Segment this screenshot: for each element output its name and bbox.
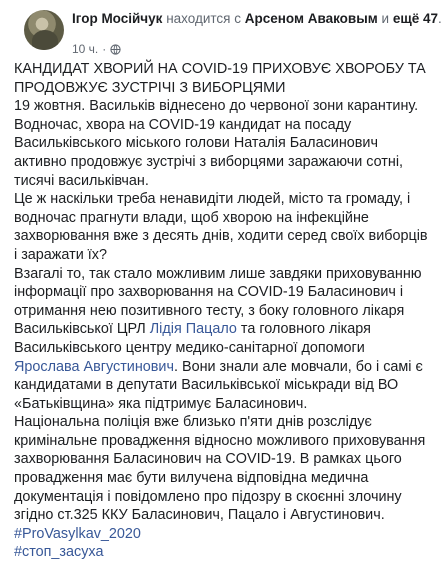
- hashtag-provasylkav[interactable]: #ProVasylkav_2020: [14, 525, 141, 542]
- post-body: [14, 60, 434, 562]
- paragraph-3: Це ж наскільки треба ненавидіти людей, місто та громаду, і водночас прагнути влади, щоб хворою на інфекційне захворювання вже з десять днів, ходити серед своїх виборців і заражати їх?: [14, 191, 428, 263]
- tagged-person[interactable]: Арсеном Аваковым: [244, 11, 378, 26]
- post-author-line: Ігор Мосійчук находится с Арсеном Аваковым и ещё 47.: [72, 11, 442, 26]
- post-header: [14, 0, 442, 60]
- paragraph-4-part-c: . Вони знали але мовчали, бо і самі є кандидатами в депутати Васильківської міськради від ВО «Батьківщина» яка підтримує Баласинович.: [14, 358, 423, 412]
- mention-yaroslava-avhustynovych[interactable]: Ярослава Августинович: [14, 358, 174, 375]
- post-title: КАНДИДАТ ХВОРИЙ НА COVID-19 ПРИХОВУЄ ХВОРОБУ ТА ПРОДОВЖУЄ ЗУСТРІЧІ З ВИБОРЦЯМИ: [14, 61, 426, 96]
- mention-lidiia-patsalo[interactable]: Лідія Пацало: [149, 321, 237, 338]
- and-more-link[interactable]: ещё 47: [392, 11, 439, 26]
- public-globe-icon: [110, 44, 121, 55]
- paragraph-2: Водночас, хвора на COVID-19 кандидат на посаду Васильківського міського голови Наталія Баласинович активно продовжує зустрічі з виборцями заражаючи сотні, тисячі васильківчан.: [14, 116, 404, 189]
- paragraph-1: 19 жовтня. Васильків віднесено до червоної зони карантину.: [14, 98, 419, 115]
- paragraph-4: [14, 265, 434, 414]
- author-avatar[interactable]: [24, 10, 64, 50]
- paragraph-5: Національна поліція вже близько п'яти днів розслідує кримінальне провадження відносно можливого приховування захворювання Баласинович на COVID-19. В рамках цього провадження має бути вилучена відповідна медична документація і повідомлено про підозру в скоєнні злочину згідно ст.325 ККУ Баласинович, Пацало і Августинович.: [14, 414, 426, 524]
- author-name[interactable]: Ігор Мосійчук: [72, 11, 163, 26]
- and-more-prefix: и: [381, 11, 390, 26]
- paragraph-4-part-a: Взагалі то, так стало можливим лише завдяки приховуванню інформації про захворювання на COVID-19 Баласинович і отримання нею позитивного тесту, з боку головного лікаря Васильківської ЦРЛ: [14, 265, 422, 338]
- post-time[interactable]: 10 ч.: [72, 42, 99, 56]
- post-meta: 10 ч. ·: [72, 42, 121, 56]
- with-text: находится с: [166, 11, 241, 26]
- hashtag-stop-zasukha[interactable]: #стоп_засуха: [14, 544, 104, 561]
- paragraph-4-part-b: та головного лікаря Васильківського центру медико-санітарної допомоги: [14, 321, 371, 356]
